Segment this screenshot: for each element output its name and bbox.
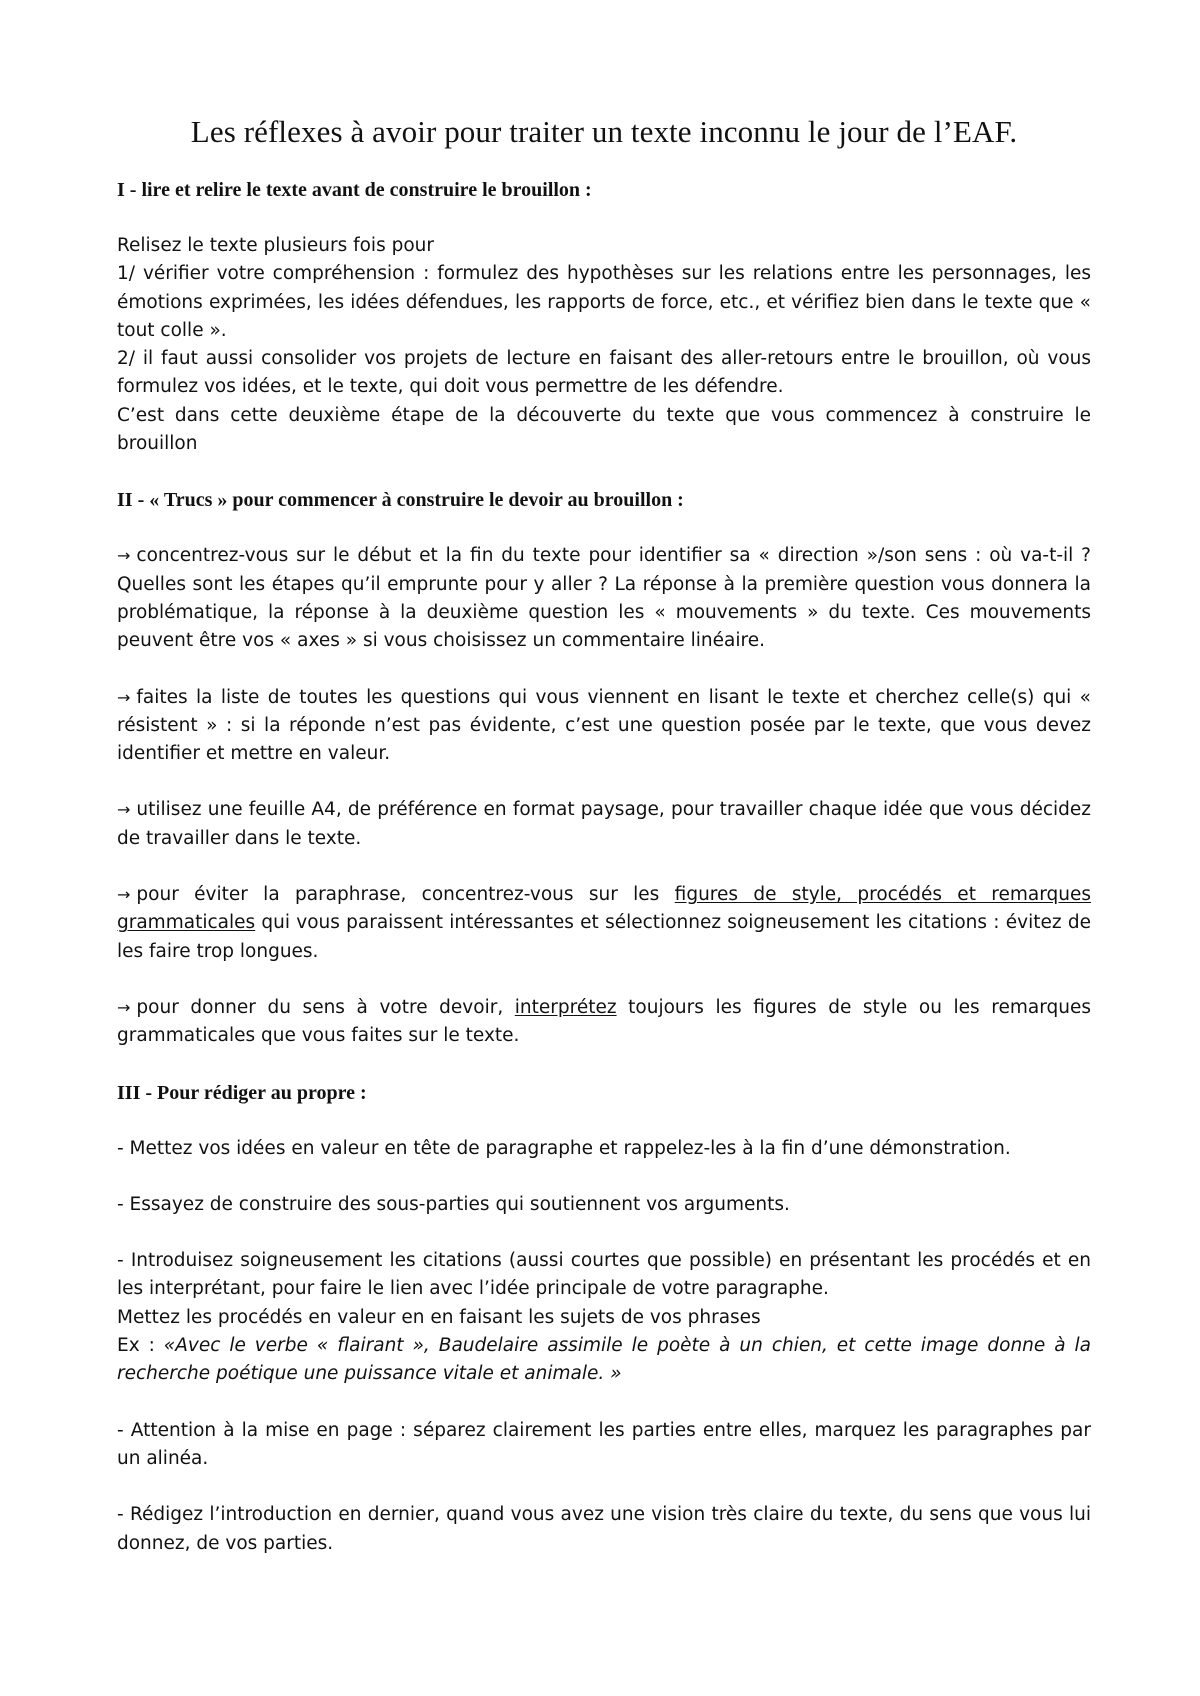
tip-4-text-after: qui vous paraissent intéressantes et sélectionnez soigneusement les citations : évitez de les faire trop longues. — [117, 912, 1091, 962]
section-1-intro: Relisez le texte plusieurs fois pour — [117, 235, 434, 256]
tip-5-text-before: pour donner du sens à votre devoir, — [136, 996, 515, 1018]
tip-5-text-after: toujours les figures de style ou les remarques grammaticales que vous faites sur le texte. — [117, 996, 1091, 1047]
section-2 — [117, 486, 1091, 1050]
tip-2-text: faites la liste de toutes les questions qui vous viennent en lisant le texte et cherchez celle(s) qui « résistent » : si la réponde n’est pas évidente, c’est une question posée par le texte, que vous devez identifier et mettre en valeur. — [117, 686, 1091, 765]
tip-4-text-before: pour éviter la paraphrase, concentrez-vous sur les — [136, 884, 675, 906]
section-1-closing: C’est dans cette deuxième étape de la découverte du texte que vous commencez à construire le brouillon — [117, 404, 1091, 455]
document-page — [117, 112, 1091, 1558]
section-3-item-2: - Essayez de construire des sous-parties qui soutiennent vos arguments. — [117, 1193, 790, 1215]
section-1-point-2: 2/ il faut aussi consolider vos projets de lecture en faisant des aller-retours entre le brouillon, où vous formulez vos idées, et le texte, qui doit vous permettre de les défendre. — [117, 348, 1091, 398]
tip-5-underlined: interprétez — [514, 996, 617, 1018]
section-1-point-1: 1/ vérifier votre compréhension : formulez des hypothèses sur les relations entre les personnages, les émotions exprimées, les idées défendues, les rapports de force, etc., et vérifiez bien dans le texte que « tout colle ». — [117, 263, 1091, 341]
section-3-item-4: - Attention à la mise en page : séparez clairement les parties entre elles, marquez les paragraphes par un alinéa. — [117, 1419, 1091, 1469]
example-prefix: Ex : — [117, 1335, 164, 1357]
section-1-heading: I - lire et relire le texte avant de construire le brouillon : — [117, 179, 592, 201]
tip-1-text: concentrez-vous sur le début et la fin du texte pour identifier sa « direction »/son sens : où va-t-il ? Quelles sont les étapes qu’il emprunte pour y aller ? La réponse à la première question vous donnera la problématique, la réponse à la deuxième question les « mouvements » du texte. Ces mouvements peuvent être vos « axes » si vous choisissez un commentaire linéaire. — [117, 545, 1091, 652]
tip-3 — [117, 796, 1091, 853]
section-1 — [117, 176, 1091, 458]
section-3-item-3: - Introduisez soigneusement les citations (aussi courtes que possible) en présentant les procédés et en les interprétant, pour faire le lien avec l’idée principale de votre paragraphe. — [117, 1250, 1091, 1300]
section-2-heading: II - « Trucs » pour commencer à construire le devoir au brouillon : — [117, 489, 684, 512]
tip-2 — [117, 684, 1091, 769]
document-title: Les réflexes à avoir pour traiter un texte inconnu le jour de l’EAF. — [190, 114, 1018, 149]
arrow-icon: → — [117, 800, 131, 820]
example-text: «Avec le verbe « flairant », Baudelaire assimile le poète à un chien, et cette image donne à la recherche poétique une puissance vitale et animale. » — [117, 1335, 1092, 1385]
section-3-heading: III - Pour rédiger au propre : — [117, 1081, 367, 1104]
section-3-item-3-line-2: Mettez les procédés en valeur en en faisant les sujets de vos phrases — [117, 1306, 761, 1328]
arrow-icon: → — [117, 546, 131, 566]
arrow-icon: → — [117, 687, 131, 707]
section-3 — [117, 1079, 1091, 1558]
arrow-icon: → — [117, 885, 131, 905]
section-3-item-1: - Mettez vos idées en valeur en tête de paragraphe et rappelez-les à la fin d’une démonstration. — [117, 1137, 1011, 1159]
tip-4 — [117, 881, 1091, 966]
arrow-icon: → — [117, 997, 131, 1017]
tip-3-text: utilisez une feuille A4, de préférence en format paysage, pour travailler chaque idée que vous décidez de travailler dans le texte. — [117, 799, 1091, 849]
tip-1 — [117, 542, 1091, 655]
section-3-item-5: - Rédigez l’introduction en dernier, quand vous avez une vision très claire du texte, du sens que vous lui donnez, de vos parties. — [117, 1504, 1091, 1554]
example-quote — [117, 1332, 1091, 1389]
tip-4-underlined: figures de style, procédés et remarques grammaticales — [117, 884, 1091, 934]
tip-5 — [117, 994, 1091, 1051]
